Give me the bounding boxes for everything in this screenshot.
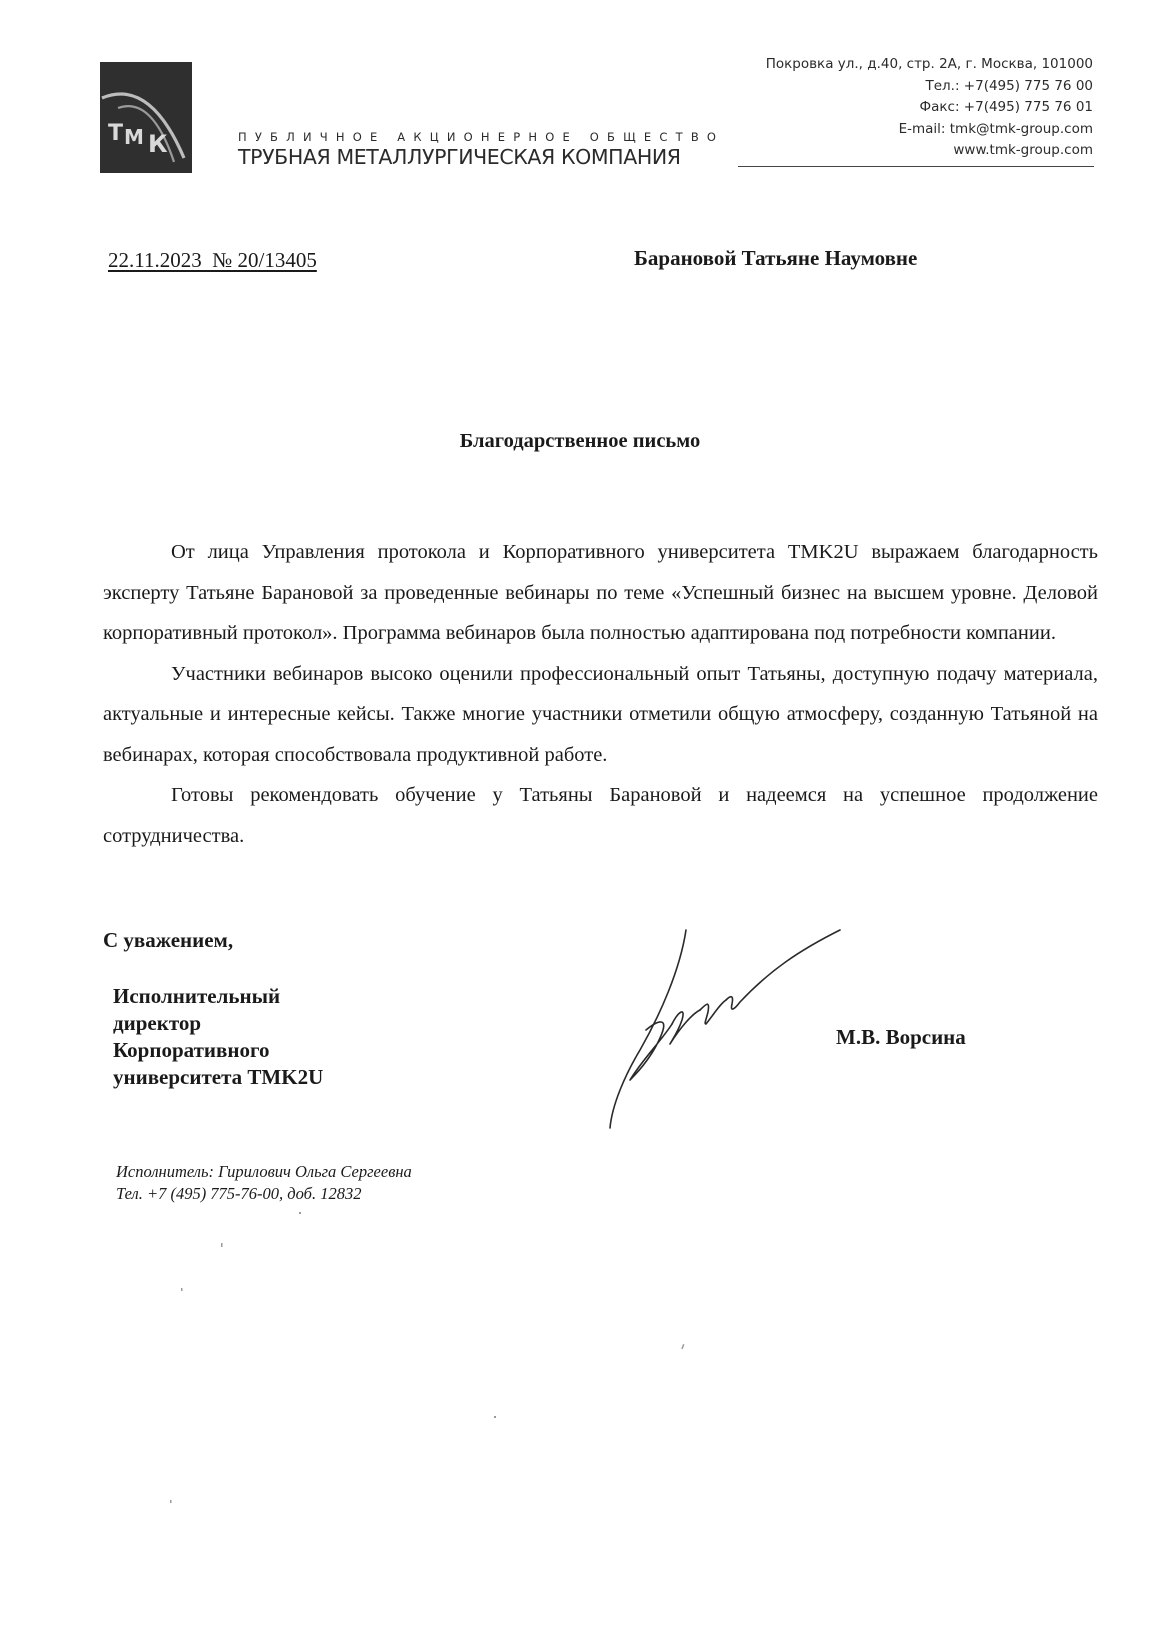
letter-body <box>103 532 1098 856</box>
signer-name: М.В. Ворсина <box>836 1025 966 1049</box>
paragraph: Участники вебинаров высоко оценили профессиональный опыт Татьяны, доступную подачу материала, актуальные и интересные кейсы. Также многие участники отметили общую атмосферу, созданную Татьяной на вебинарах, которая способствовала продуктивной работе. <box>103 662 1098 766</box>
handwritten-signature <box>600 920 850 1145</box>
position-line: университета TMK2U <box>113 1065 324 1089</box>
header-divider <box>738 166 1094 167</box>
company-logo <box>100 62 192 173</box>
phone: Тел.: +7(495) 775 76 00 <box>925 77 1093 94</box>
closing: С уважением, <box>103 928 234 952</box>
email: E-mail: tmk@tmk-group.com <box>898 120 1093 137</box>
fax: Факс: +7(495) 775 76 01 <box>919 99 1093 115</box>
letter-reference: 22.11.2023 № 20/13405 <box>108 248 317 272</box>
address: Покровка ул., д.40, стр. 2А, г. Москва, 101000 <box>765 56 1093 72</box>
signer-position <box>113 983 323 1091</box>
paragraph: От лица Управления протокола и Корпоративного университета TMK2U выражаем благодарность эксперту Татьяне Барановой за проведенные вебинары по теме «Успешный бизнес на высшем уровне. Деловой корпоративный протокол». Программа вебинаров была полностью адаптирована под потребности компании. <box>103 541 1098 644</box>
contacts-block <box>766 54 1093 162</box>
executor-block <box>116 1161 412 1205</box>
company-type: ПУБЛИЧНОЕ АКЦИОНЕРНОЕ ОБЩЕСТВО <box>238 130 725 144</box>
svg-text:К: К <box>148 130 168 158</box>
position-line: Корпоративного <box>113 1038 270 1062</box>
executor-phone: Тел. +7 (495) 775-76-00, доб. 12832 <box>116 1184 362 1203</box>
company-name-block <box>238 130 724 170</box>
paragraph: Готовы рекомендовать обучение у Татьяны Барановой и надеемся на успешное продолжение сотрудничества. <box>103 784 1098 847</box>
executor-name: Исполнитель: Гирилович Ольга Сергеевна <box>116 1162 412 1181</box>
website: www.tmk-group.com <box>953 142 1093 158</box>
company-name: ТРУБНАЯ МЕТАЛЛУРГИЧЕСКАЯ КОМПАНИЯ <box>238 145 681 169</box>
position-line: директор <box>113 1011 202 1035</box>
position-line: Исполнительный <box>113 984 281 1008</box>
letter-title: Благодарственное письмо <box>459 430 701 452</box>
recipient: Барановой Татьяне Наумовне <box>634 246 918 270</box>
svg-text:Т: Т <box>108 121 124 146</box>
svg-text:М: М <box>124 125 144 149</box>
